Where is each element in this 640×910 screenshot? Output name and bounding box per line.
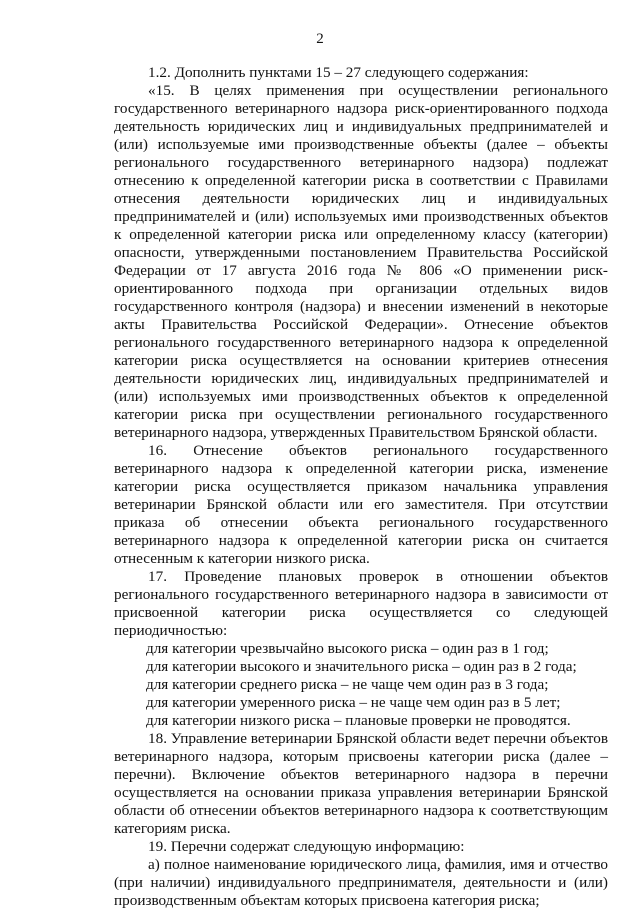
paragraph-intro: 1.2. Дополнить пунктами 15 – 27 следующего содержания: bbox=[148, 64, 529, 81]
page-number: 2 bbox=[316, 31, 324, 47]
frequency-list bbox=[114, 640, 608, 730]
paragraph-19: 19. Перечни содержат следующую информацию: bbox=[148, 838, 465, 855]
list-item: для категории чрезвычайно высокого риска – один раз в 1 год; bbox=[146, 640, 549, 657]
paragraph-15: «15. В целях применения при осуществлении регионального государственного ветеринарного надзора риск-ориентированного подхода деятельность юридических лиц и индивидуальных предпринимателей и (или) используемые ими производственные объекты (далее – объекты регионального государственного ветеринарного надзора) подлежат отнесению к определенной категории риска в соответствии с Правилами отнесения деятельности юридических лиц и индивидуальных предпринимателей и (или) используемых ими производственных объектов к определенной категории риска или определенному классу (категории) опасности, утвержденными постановлением Правительства Российской Федерации от 17 августа 2016 года № 806 «О применении риск-ориентированного подхода при организации отдельных видов государственного контроля (надзора) и внесении изменений в некоторые акты Правительства Российской Федерации». Отнесение объектов регионального государственного ветеринарного надзора к определенной категории риска осуществляется на основании критериев отнесения деятельности юридических лиц, индивидуальных предпринимателей и (или) используемых ими производственных объектов к определенной категории риска при осуществлении регионального государственного ветеринарного надзора, утвержденных Правительством Брянской области. bbox=[114, 82, 608, 441]
paragraph-17: 17. Проведение плановых проверок в отношении объектов регионального государственного ветеринарного надзора в зависимости от присвоенной категории риска осуществляется со следующей периодичностью: bbox=[114, 568, 608, 639]
document-body bbox=[114, 64, 608, 910]
paragraph-19a: а) полное наименование юридического лица, фамилия, имя и отчество (при наличии) индивидуального предпринимателя, деятельности и (или) производственным объектам которых присвоена категория риска; bbox=[114, 856, 608, 909]
list-item: для категории умеренного риска – не чаще чем один раз в 5 лет; bbox=[146, 694, 561, 711]
paragraph-18: 18. Управление ветеринарии Брянской области ведет перечни объектов ветеринарного надзора, которым присвоены категории риска (далее – перечни). Включение объектов ветеринарного надзора в перечни осуществляется на основании приказа управления ветеринарии Брянской области об отнесении объектов ветеринарного надзора к соответствующим категориям риска. bbox=[114, 730, 608, 837]
paragraph-16: 16. Отнесение объектов регионального государственного ветеринарного надзора к определенной категории риска, изменение категории риска осуществляется приказом начальника управления ветеринарии Брянской области или его заместителя. При отсутствии приказа об отнесении объекта регионального государственного ветеринарного надзора к определенной категории риска он считается отнесенным к категории низкого риска. bbox=[114, 442, 608, 567]
list-item: для категории низкого риска – плановые проверки не проводятся. bbox=[146, 712, 571, 729]
list-item: для категории среднего риска – не чаще чем один раз в 3 года; bbox=[146, 676, 549, 693]
list-item: для категории высокого и значительного риска – один раз в 2 года; bbox=[146, 658, 577, 675]
